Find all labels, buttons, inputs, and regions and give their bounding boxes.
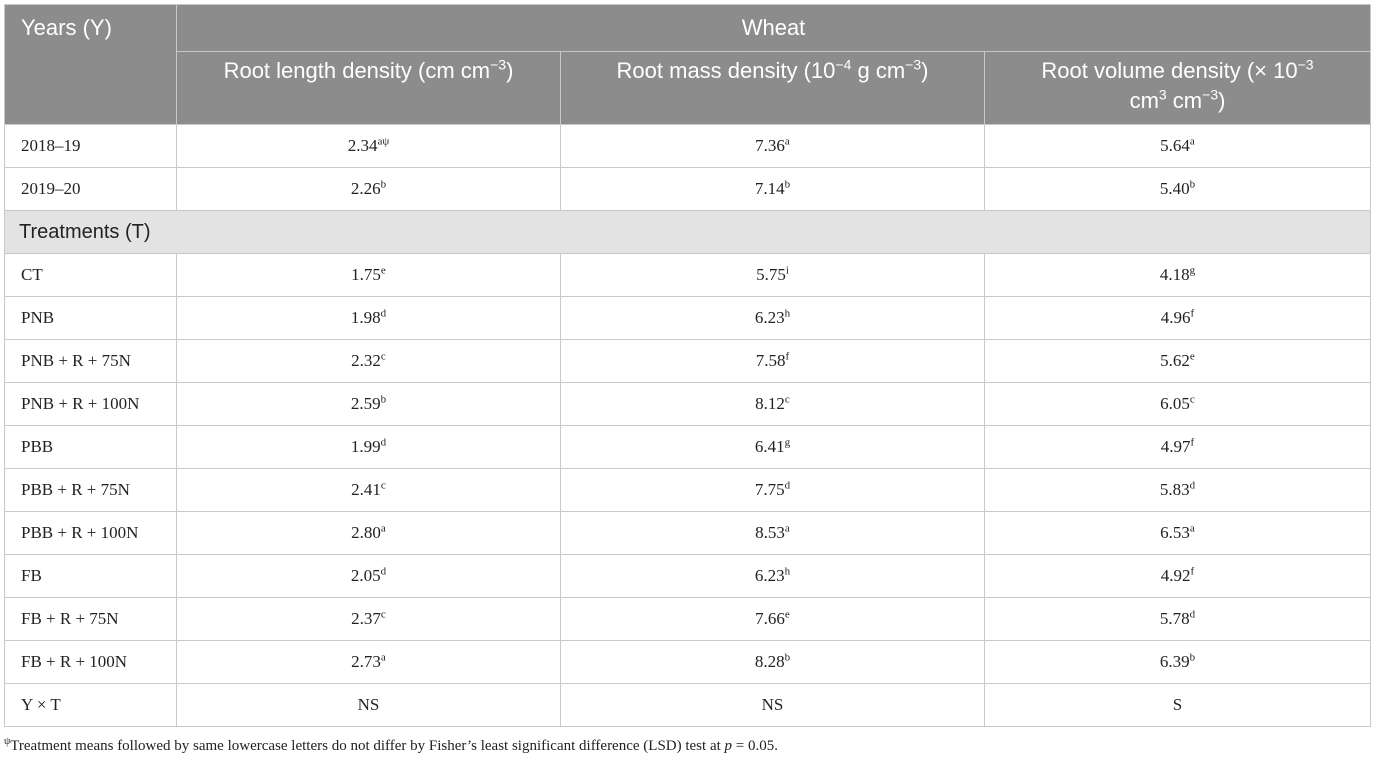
value-cell: 4.18$^g$ xyxy=(985,254,1371,297)
value-cell: 1.99$^d$ xyxy=(177,426,561,469)
row-label: PNB + R + 75N xyxy=(5,340,177,383)
table-row xyxy=(5,469,1371,512)
value-cell: 2.41$^c$ xyxy=(177,469,561,512)
value-cell: 8.28$^b$ xyxy=(561,641,985,684)
value-cell: 6.23$^h$ xyxy=(561,297,985,340)
value-cell: 6.53$^a$ xyxy=(985,512,1371,555)
root-mass-density-header: Root mass density ($10^{-4}$ g $cm^{-3}$) xyxy=(561,52,985,125)
root-length-density-header: Root length density (cm $cm^{-3}$) xyxy=(177,52,561,125)
row-label: PBB xyxy=(5,426,177,469)
value-cell: 6.05$^c$ xyxy=(985,383,1371,426)
value-cell: 2.26$^b$ xyxy=(177,168,561,211)
value-cell: 2.05$^d$ xyxy=(177,555,561,598)
significance-cell: NS xyxy=(561,684,985,727)
value-cell: 5.75$^i$ xyxy=(561,254,985,297)
value-cell: 6.39$^b$ xyxy=(985,641,1371,684)
value-cell: 5.64$^a$ xyxy=(985,125,1371,168)
value-cell: 4.96$^f$ xyxy=(985,297,1371,340)
value-cell: 8.12$^c$ xyxy=(561,383,985,426)
value-cell: 2.73$^a$ xyxy=(177,641,561,684)
row-label: FB + R + 100N xyxy=(5,641,177,684)
row-label: PBB + R + 75N xyxy=(5,469,177,512)
section-row xyxy=(5,211,1371,254)
significance-cell: S xyxy=(985,684,1371,727)
table-row xyxy=(5,168,1371,211)
row-label: 2018–19 xyxy=(5,125,177,168)
value-cell: 2.32$^c$ xyxy=(177,340,561,383)
value-cell: 7.75$^d$ xyxy=(561,469,985,512)
row-label: Y × T xyxy=(5,684,177,727)
value-cell: 2.80$^a$ xyxy=(177,512,561,555)
value-cell: 1.98$^d$ xyxy=(177,297,561,340)
table-row xyxy=(5,555,1371,598)
value-cell: 5.40$^b$ xyxy=(985,168,1371,211)
value-cell: 2.37$^c$ xyxy=(177,598,561,641)
table-row xyxy=(5,254,1371,297)
value-cell: 2.59$^b$ xyxy=(177,383,561,426)
root-volume-density-header: Root volume density (× $10^{-3}$ $cm^3$ $cm^{-3}$) xyxy=(985,52,1371,125)
value-cell: 7.14$^b$ xyxy=(561,168,985,211)
value-cell: 7.36$^a$ xyxy=(561,125,985,168)
interaction-row xyxy=(5,684,1371,727)
data-table xyxy=(4,4,1371,727)
row-label: FB xyxy=(5,555,177,598)
value-cell: 5.62e xyxy=(985,340,1371,383)
table-row xyxy=(5,340,1371,383)
value-cell: $2.34^{a\psi}$ xyxy=(177,125,561,168)
value-cell: 4.92$^f$ xyxy=(985,555,1371,598)
table-row xyxy=(5,297,1371,340)
value-cell: 1.75e xyxy=(177,254,561,297)
value-cell: 6.23$^h$ xyxy=(561,555,985,598)
table-row xyxy=(5,641,1371,684)
table-row xyxy=(5,426,1371,469)
table-row xyxy=(5,512,1371,555)
value-cell: 6.41$^g$ xyxy=(561,426,985,469)
table-row xyxy=(5,383,1371,426)
row-label: 2019–20 xyxy=(5,168,177,211)
value-cell: 7.58$^f$ xyxy=(561,340,985,383)
treatments-section-label: Treatments (T) xyxy=(5,211,1371,254)
value-cell: 5.83$^d$ xyxy=(985,469,1371,512)
table-body xyxy=(5,125,1371,727)
footnote: $^\psi$Treatment means followed by same lowercase letters do not differ by Fisher’s least significant difference (LSD) test at p = 0.05. xyxy=(4,736,778,754)
row-label: PBB + R + 100N xyxy=(5,512,177,555)
value-cell: 8.53$^a$ xyxy=(561,512,985,555)
row-label: FB + R + 75N xyxy=(5,598,177,641)
crop-header: Wheat xyxy=(177,5,1371,52)
row-label: PNB xyxy=(5,297,177,340)
value-cell: 7.66e xyxy=(561,598,985,641)
row-label: CT xyxy=(5,254,177,297)
value-cell: 5.78$^d$ xyxy=(985,598,1371,641)
table-row xyxy=(5,125,1371,168)
significance-cell: NS xyxy=(177,684,561,727)
table-row xyxy=(5,598,1371,641)
row-label: PNB + R + 100N xyxy=(5,383,177,426)
value-cell: 4.97$^f$ xyxy=(985,426,1371,469)
years-header: Years (Y) xyxy=(5,5,177,125)
